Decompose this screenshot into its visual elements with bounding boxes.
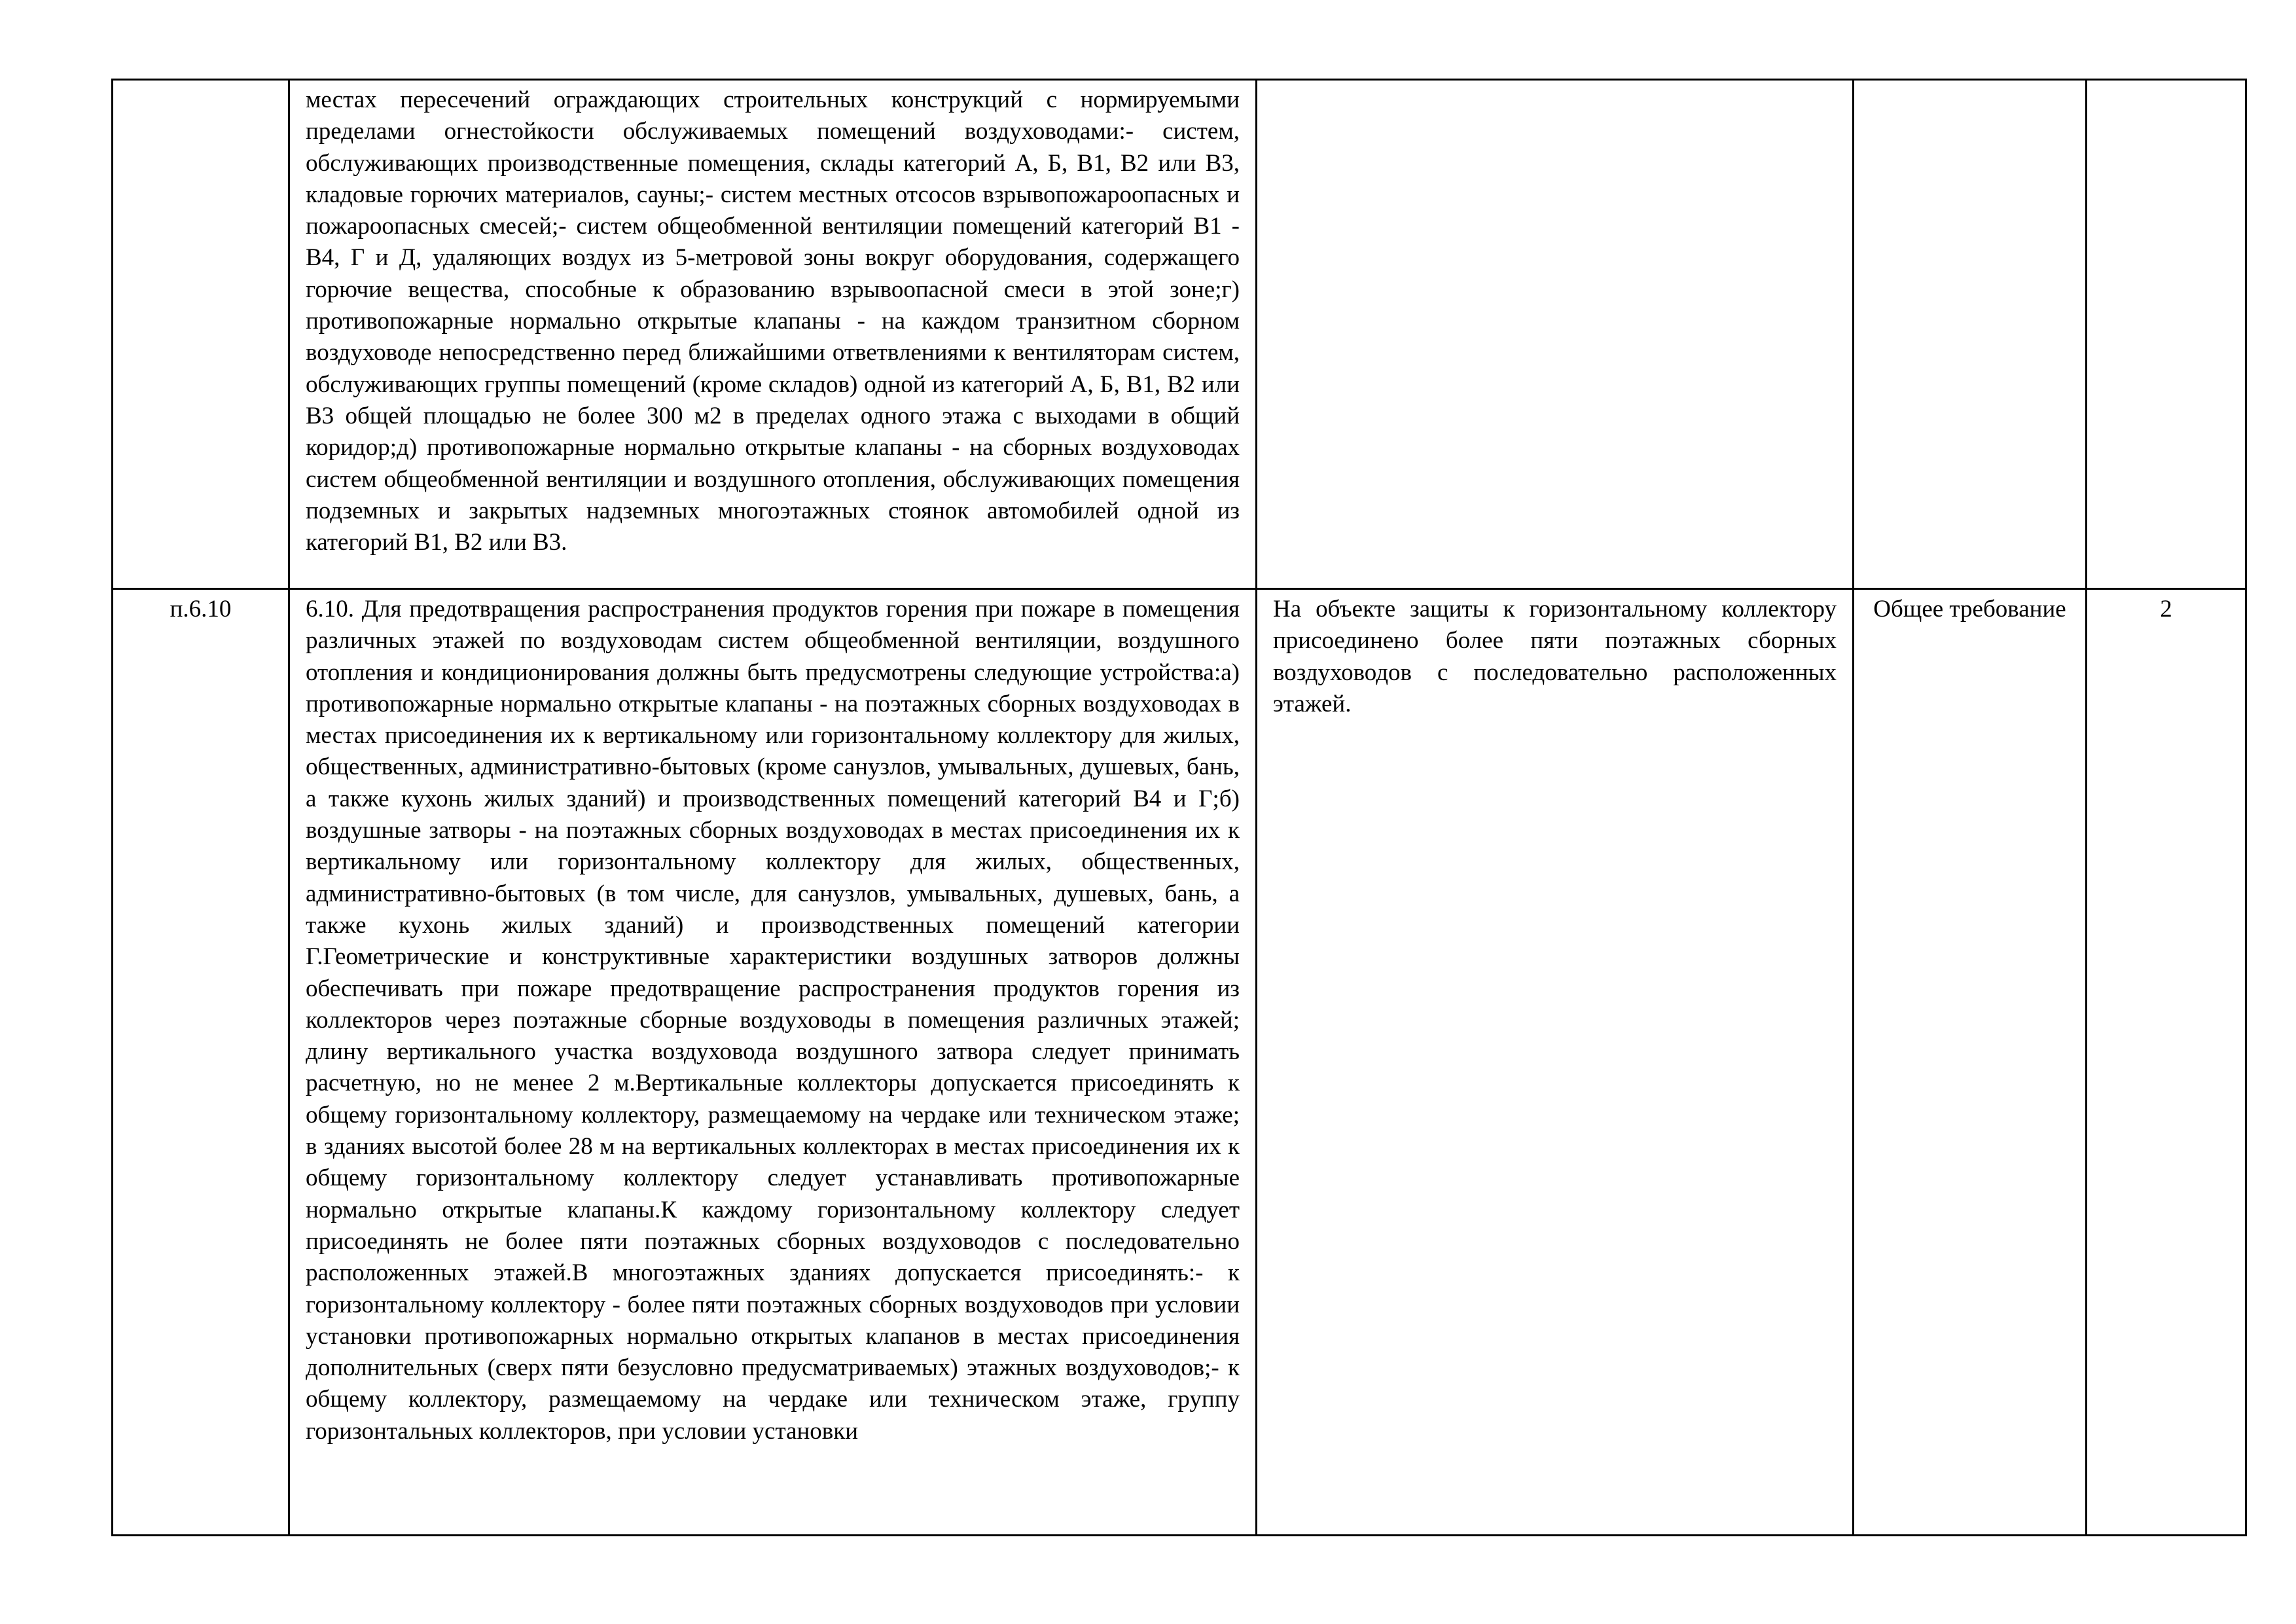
violation-cell [1257, 589, 1854, 1536]
requirement-text: 6.10. Для предотвращения распространения продуктов горения при пожаре в помещения различных этажей по воздуховодам систем общеобменной вентиляции, воздушного отопления и кондиционирования должны быть предусмотрены следующие устройства:а) противопожарные нормально открытые клапаны - на поэтажных сборных воздуховодах в местах присоединения их к вертикальному или горизонтальному коллектору для жилых, общественных, административно-бытовых (кроме санузлов, умывальных, душевых, бань, а также кухонь жилых зданий) и производственных помещений категорий В4 и Г;б) воздушные затворы - на поэтажных сборных воздуховодах в местах присоединения их к вертикальному или горизонтальному коллектору для жилых, общественных, административно-бытовых (в том числе, для санузлов, умывальных, душевых, бань, а также кухонь жилых зданий) и производственных помещений категории Г.Геометрические и конструктивные характеристики воздушных затворов должны обеспечивать при пожаре предотвращение распространения продуктов горения из коллекторов через поэтажные сборные воздуховоды в помещения различных этажей; длину вертикального участка воздуховода воздушного затвора следует принимать расчетную, но не менее 2 м.Вертикальные коллекторы допускается присоединять к общему горизонтальному коллектору, размещаемому на чердаке или техническом этаже; в зданиях высотой более 28 м на вертикальных коллекторах в местах присоединения их к общему горизонтальному коллектору следует устанавливать противопожарные нормально открытые клапаны.К каждому горизонтальному коллектору следует присоединять не более пяти поэтажных сборных воздуховодов с последовательно расположенных этажей.В многоэтажных зданиях допускается присоединять:- к горизонтальному коллектору - более пяти поэтажных сборных воздуховодов при условии установки противопожарных нормально открытых клапанов в местах присоединения дополнительных (сверх пяти безусловно предусматриваемых) этажных воздуховодов;- к общему коллектору, размещаемому на чердаке или техническом этаже, группу горизонтальных коллекторов, при условии установки [306, 596, 1240, 1445]
table-row [113, 589, 2246, 1536]
row-number: 2 [2160, 596, 2172, 623]
requirement-type: Общее требование [1873, 596, 2066, 623]
number-cell [2087, 80, 2246, 589]
requirement-text: местах пересечений ограждающих строительных конструкций с нормируемыми пределами огнестойкости обслуживаемых помещений воздуховодами:- систем, обслуживающих производственные помещения, склады категорий А, Б, В1, В2 или В3, кладовые горючих материалов, сауны;- систем местных отсосов взрывопожароопасных и пожароопасных смесей;- систем общеобменной вентиляции помещений категорий В1 - В4, Г и Д, удаляющих воздух из 5-метровой зоны вокруг оборудования, содержащего горючие вещества, способные к образованию взрывоопасной смеси в этой зоне;г) противопожарные нормально открытые клапаны - на каждом транзитном сборном воздуховоде непосредственно перед ближайшими ответвлениями к вентиляторам систем, обслуживающих группы помещений (кроме складов) одной из категорий А, Б, В1, В2 или В3 общей площадью не более 300 м2 в пределах одного этажа с выходами в общий коридор;д) противопожарные нормально открытые клапаны - на сборных воздуховодах систем общеобменной вентиляции и воздушного отопления, обслуживающих помещения подземных и закрытых надземных многоэтажных стоянок автомобилей одной из категорий В1, В2 или В3. [306, 86, 1240, 556]
requirement-text-cell [289, 589, 1257, 1536]
requirement-type-cell [1854, 589, 2087, 1536]
requirement-text-cell [289, 80, 1257, 589]
clause-ref-cell [113, 80, 289, 589]
violation-cell [1257, 80, 1854, 589]
table-row [113, 80, 2246, 589]
number-cell [2087, 589, 2246, 1536]
clause-ref: п.6.10 [170, 596, 232, 623]
requirements-table [111, 79, 2247, 1536]
requirement-type-cell [1854, 80, 2087, 589]
violation-text: На объекте защиты к горизонтальному коллектору присоединено более пяти поэтажных сборных воздуховодов с последовательно расположенных этажей. [1273, 596, 1837, 717]
clause-ref-cell [113, 589, 289, 1536]
